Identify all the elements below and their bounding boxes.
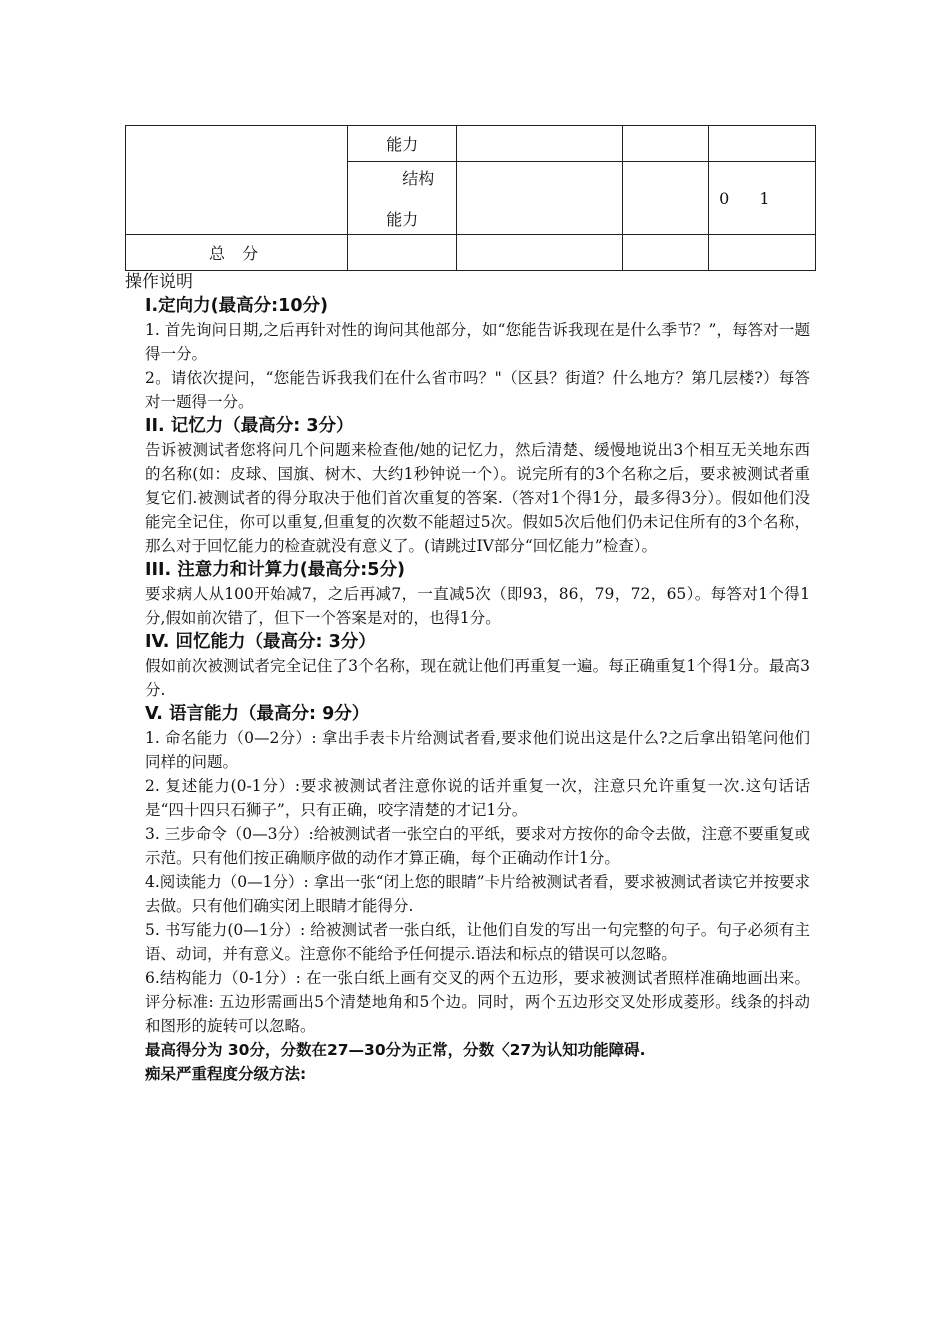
- table-cell: [709, 126, 816, 162]
- table-row: [126, 126, 816, 162]
- section-memory-title: II. 记忆力（最高分: 3分）: [145, 416, 354, 436]
- section-recall-title: IV. 回忆能力（最高分: 3分）: [145, 632, 376, 652]
- section-language-p6: 6.结构能力（0-1分）: 在一张白纸上画有交叉的两个五边形，要求被测试者照样准确地画出来。评分标准: 五边形需画出5个清楚地角和5个边。同时，两个五边形交叉处形成菱形。线条的抖动和图形的旋转可以忽略。: [145, 969, 810, 1035]
- score-range-cell: [709, 162, 816, 235]
- section-language-p5: 5. 书写能力(0—1分）: 给被测试者一张白纸，让他们自发的写出一句完整的句子。句子必须有主语、动词，并有意义。注意你不能给予任何提示.语法和标点的错误可以忽略。: [145, 921, 810, 963]
- total-label: 总 分: [126, 235, 348, 271]
- item-label-structure: 结构: [402, 169, 435, 188]
- table-cell: [623, 126, 709, 162]
- item-label-ability-2: 能力: [386, 210, 419, 229]
- table-cell: [457, 126, 623, 162]
- table-row: [126, 235, 816, 271]
- table-cell: [709, 235, 816, 271]
- table-cell: [623, 235, 709, 271]
- section-attention-p1: 要求病人从100开始减7，之后再减7，一直减5次（即93，86，79，72，65）。每答对1个得1分,假如前次错了，但下一个答案是对的，也得1分。: [145, 585, 810, 627]
- table-cell: [457, 162, 623, 235]
- item-label-ability: 能力: [386, 135, 419, 154]
- score-max: 1: [759, 188, 770, 208]
- section-attention-title: III. 注意力和计算力(最高分:5分): [145, 560, 405, 580]
- section-language-p3: 3. 三步命令（0—3分）:给被测试者一张空白的平纸，要求对方按你的命令去做，注意不要重复或示范。只有他们按正确顺序做的动作才算正确，每个正确动作计1分。: [145, 825, 810, 867]
- summary-score: 最高得分为 30分，分数在27—30分为正常，分数〈27为认知功能障碍.: [145, 1041, 646, 1059]
- section-recall-p1: 假如前次被测试者完全记住了3个名称，现在就让他们再重复一遍。每正确重复1个得1分。最高3分.: [145, 657, 810, 699]
- table-cell: [348, 162, 457, 235]
- section-memory-p1: 告诉被测试者您将问几个问题来检查他/她的记忆力，然后清楚、缓慢地说出3个相互无关地东西的名称(如：皮球、国旗、树木、大约1秒钟说一个）。说完所有的3个名称之后，要求被测试者重复它们.被测试者的得分取决于他们首次重复的答案.（答对1个得1分，最多得3分）。假如他们没能完全记住，你可以重复,但重复的次数不能超过5次。假如5次后他们仍未记住所有的3个名称，那么对于回忆能力的检查就没有意义了。(请跳过IV部分“回忆能力”检查）。: [145, 441, 810, 555]
- section-orientation-p2: 2。请依次提问，“您能告诉我我们在什么省市吗？"（区县？街道？什么地方？第几层楼?）每答对一题得一分。: [145, 369, 810, 411]
- section-language-p2: 2. 复述能力(0-1分）:要求被测试者注意你说的话并重复一次，注意只允许重复一次.这句话话是“四十四只石狮子”，只有正确，咬字清楚的才记1分。: [145, 777, 810, 819]
- table-cell: [457, 235, 623, 271]
- section-language-title: V. 语言能力（最高分: 9分）: [145, 704, 370, 724]
- section-language-p1: 1. 命名能力（0—2分）: 拿出手表卡片给测试者看,要求他们说出这是什么?之后拿出铅笔问他们同样的问题。: [145, 729, 810, 771]
- table-cell: [348, 235, 457, 271]
- table-cell: [126, 126, 348, 235]
- table-cell: [348, 126, 457, 162]
- instructions: [125, 270, 811, 1086]
- score-table: [125, 125, 816, 271]
- summary-grading: 痴呆严重程度分级方法:: [145, 1065, 307, 1083]
- section-language-p4: 4.阅读能力（0—1分）: 拿出一张“闭上您的眼睛”卡片给被测试者看，要求被测试者读它并按要求去做。只有他们确实闭上眼睛才能得分.: [145, 873, 811, 915]
- instructions-heading: 操作说明: [125, 272, 193, 292]
- section-orientation-p1: 1. 首先询问日期,之后再针对性的询问其他部分，如“您能告诉我现在是什么季节？”，每答对一题得一分。: [145, 321, 810, 363]
- score-min: 0: [719, 188, 730, 208]
- section-orientation-title: I.定向力(最高分:10分): [145, 296, 329, 316]
- table-cell: [623, 162, 709, 235]
